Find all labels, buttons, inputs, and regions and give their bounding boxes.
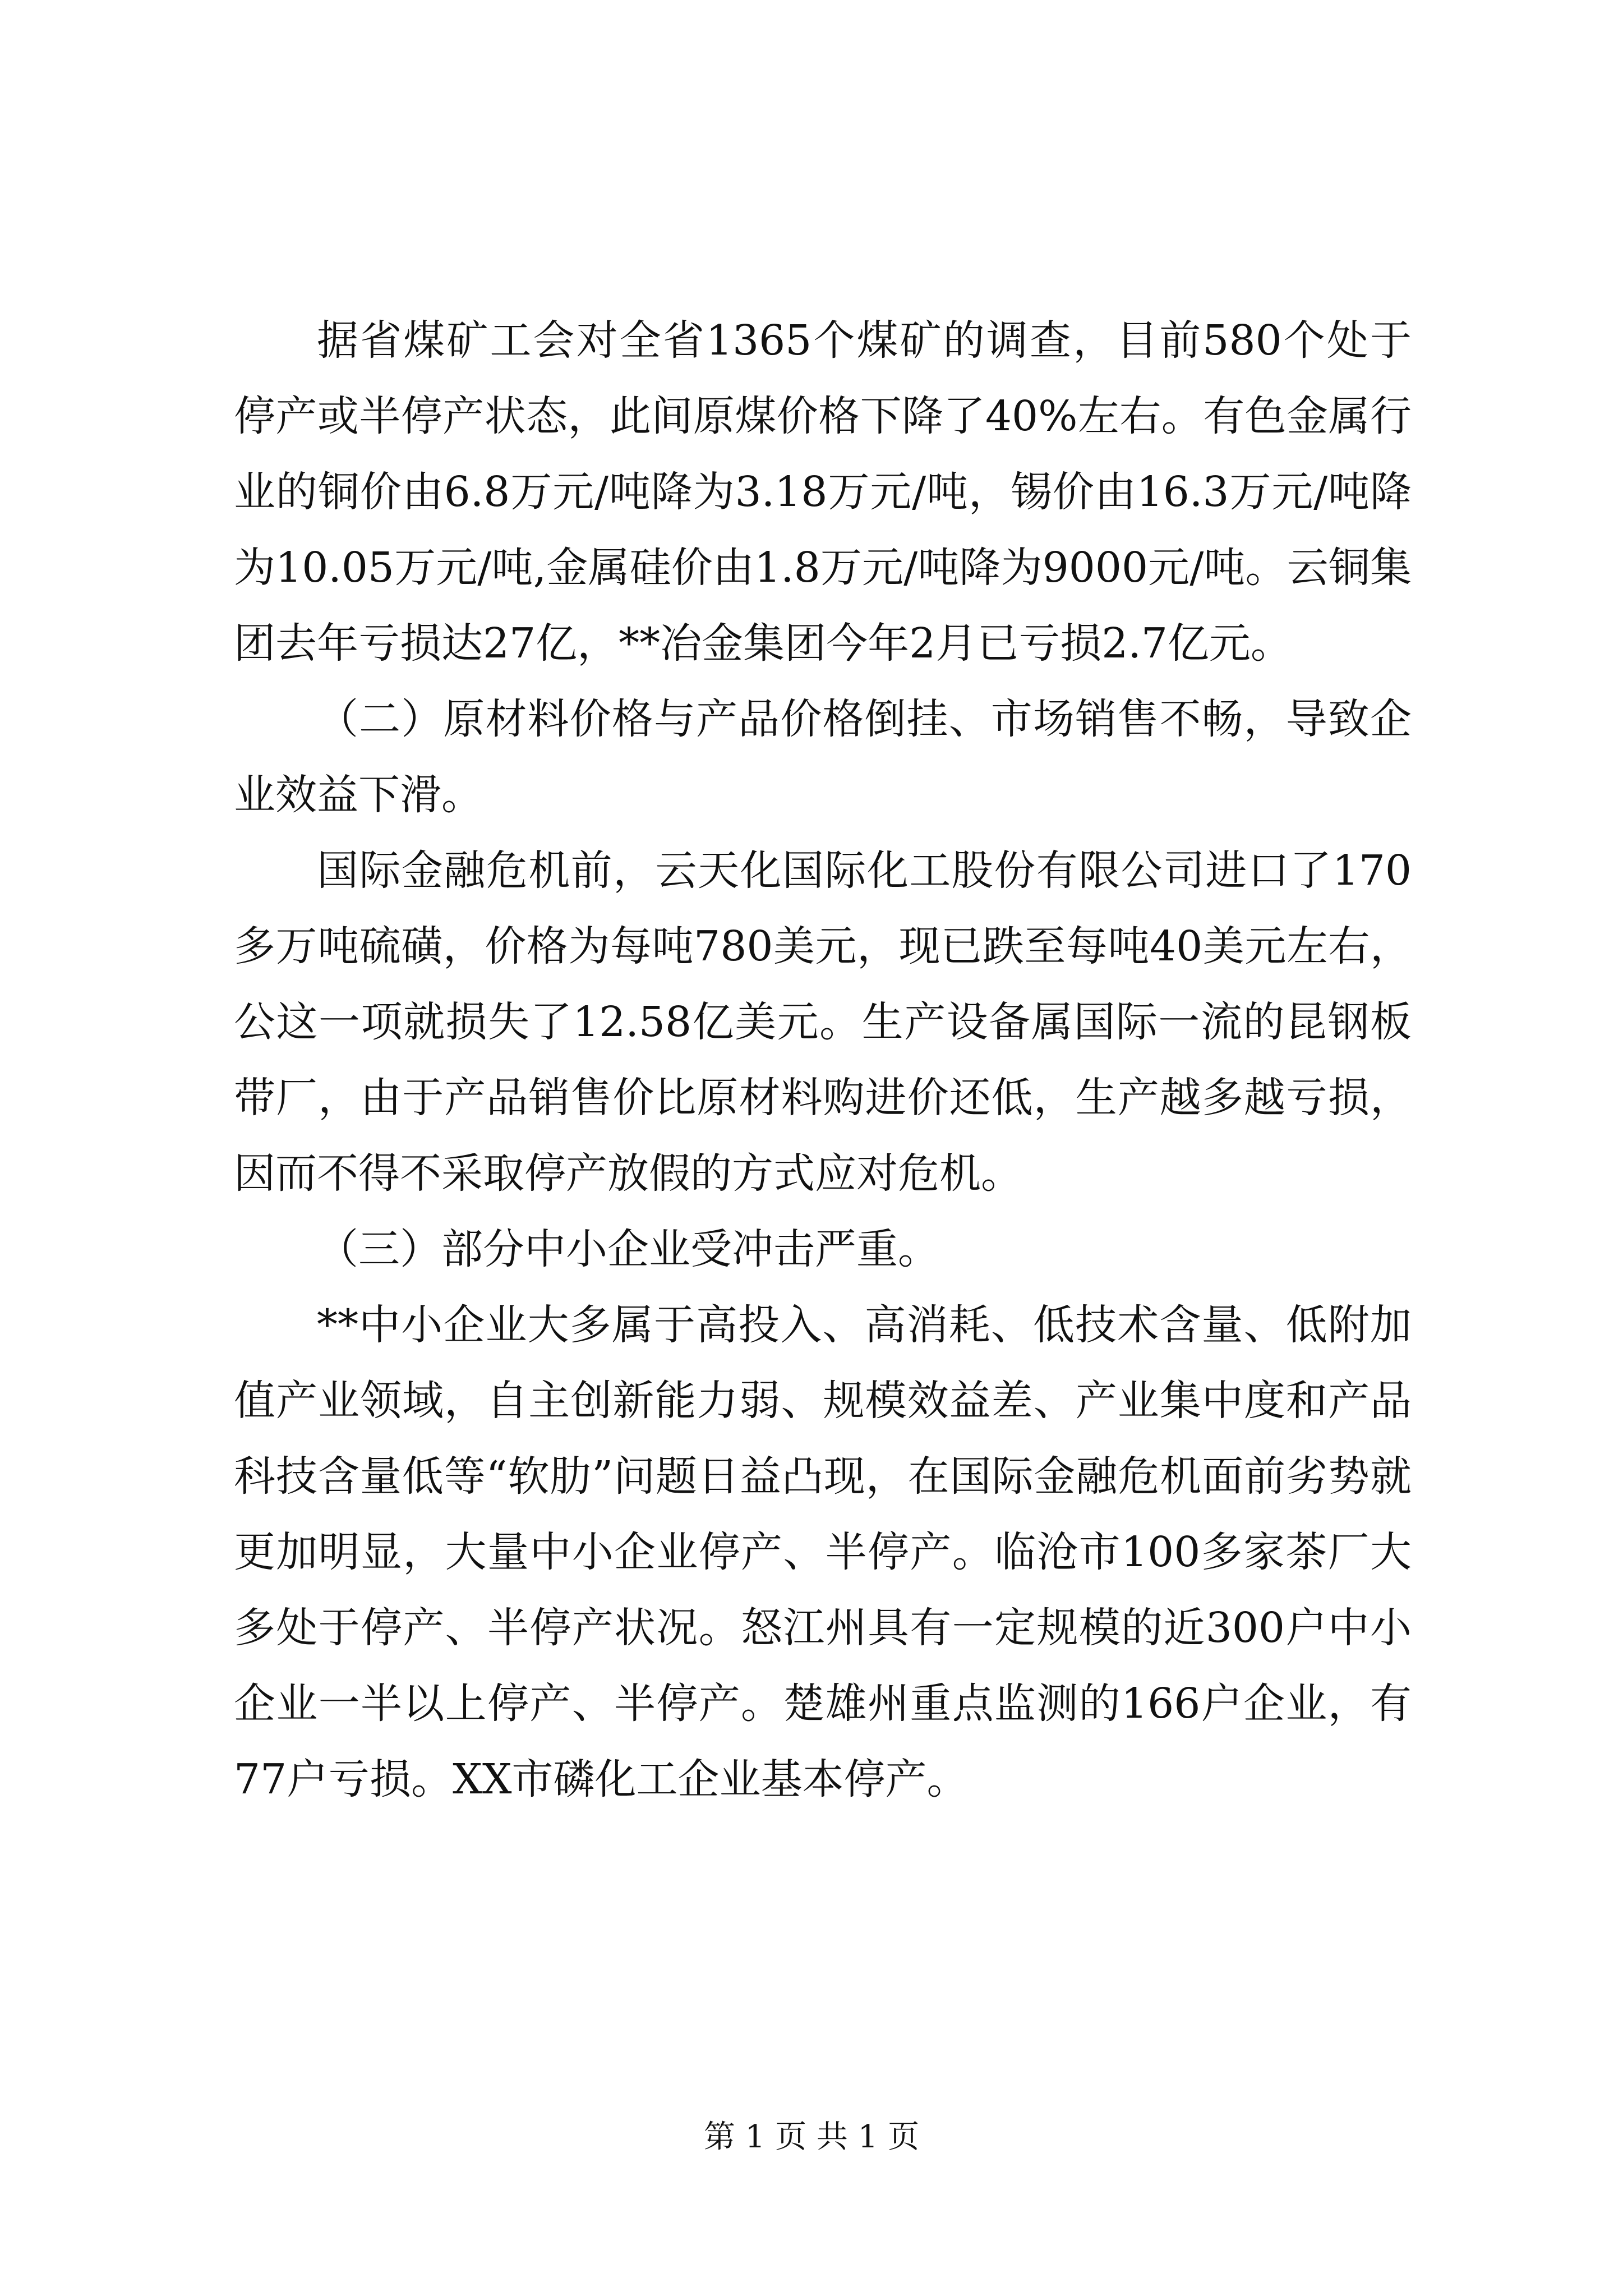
document-body (234, 303, 1412, 1818)
page-footer: 第 1 页 共 1 页 (703, 2119, 920, 2155)
paragraph-raw-material-prices: 国际金融危机前，云天化国际化工股份有限公司进口了170多万吨硫磺，价格为每吨780美元，现已跌至每吨40美元左右，公这一项就损失了12.58亿美元。生产设备属国际一流的昆钢板带厂，由于产品销售价比原材料购进价还低，生产越多越亏损，因而不得不采取停产放假的方式应对危机。 (234, 846, 1412, 1198)
paragraph-coal-metal-prices: 据省煤矿工会对全省1365个煤矿的调查，目前580个处于停产或半停产状态，此间原煤价格下降了40%左右。有色金属行业的铜价由6.8万元/吨降为3.18万元/吨，锡价由16.3万元/吨降为10.05万元/吨,金属硅价由1.8万元/吨降为9000元/吨。云铜集团去年亏损达27亿，**冶金集团今年2月已亏损2.7亿元。 (234, 316, 1412, 668)
paragraph-small-enterprises: **中小企业大多属于高投入、高消耗、低技术含量、低附加值产业领域，自主创新能力弱、规模效益差、产业集中度和产品科技含量低等“软肋”问题日益凸现，在国际金融危机面前劣势就更加明显，大量中小企业停产、半停产。临沧市100多家茶厂大多处于停产、半停产状况。怒江州具有一定规模的近300户中小企业一半以上停产、半停产。楚雄州重点监测的166户企业，有77户亏损。XX市磷化工企业基本停产。 (234, 1301, 1412, 1803)
section-heading-two: （二）原材料价格与产品价格倒挂、市场销售不畅，导致企业效益下滑。 (234, 695, 1412, 819)
section-heading-three: （三）部分中小企业受冲击严重。 (317, 1225, 939, 1273)
